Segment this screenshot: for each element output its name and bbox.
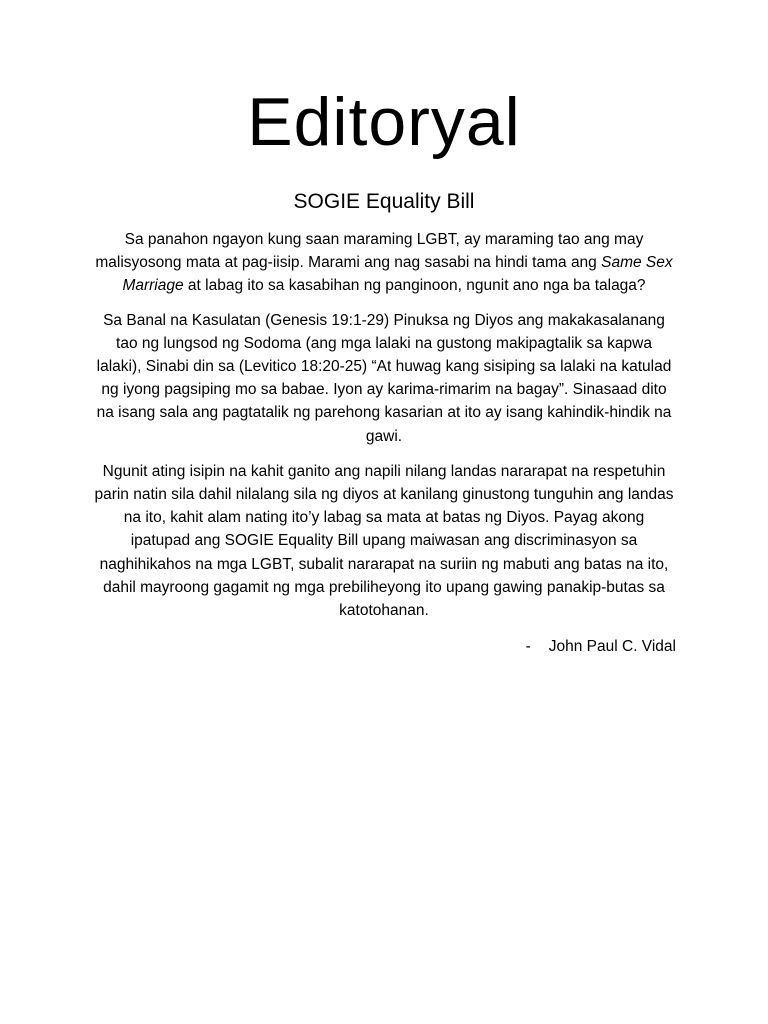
paragraph-opinion: Ngunit ating isipin na kahit ganito ang napili nilang landas nararapat na respetuhin parin natin sila dahil nilalang sila ng diyos at kanilang ginustong tunguhin ang landas na ito, kahit alam nating ito’y labag sa mata at batas ng Diyos. Payag akong ipatupad ang SOGIE Equality Bill upang maiwasan ang discriminasyon sa naghihikahos na mga LGBT, subalit nararapat na suriin ng mabuti ang batas na ito, dahil mayroong gagamit ng mga prebiliheyong ito upang gawing panakip-butas sa katotohanan. (94, 462, 674, 620)
page-title: Editoryal (247, 84, 521, 160)
author-signature (92, 635, 676, 658)
page-subtitle: SOGIE Equality Bill (293, 190, 475, 213)
signature-dash: - (525, 638, 531, 656)
paragraph-intro-emphasis: Same Sex Marriage (122, 254, 673, 295)
paragraph-scripture: Sa Banal na Kasulatan (Genesis 19:1-29) Pinuksa ng Diyos ang makakasalanang tao ng lungsod ng Sodoma (ang mga lalaki na gustong makipagtalik sa kapwa lalaki), Sinabi din sa (Levitico 18:20-25) “At huwag kang sisiping sa lalaki na katulad ng iyong pagsiping mo sa babae. Iyon ay karima-rimarim na bagay”. Sinasaad dito na isang sala ang pagtatalik ng parehong kasarian at ito ay isang kahindik-hindik na gawi. (96, 311, 672, 445)
author-name: John Paul C. Vidal (548, 638, 676, 656)
paragraph-intro (92, 228, 676, 298)
paragraph-intro-before: Sa panahon ngayon kung saan maraming LGBT, ay maraming tao ang may malisyosong mata at pag-iisip. Marami ang nag sasabi na hindi tama ang (95, 231, 644, 272)
paragraph-intro-after: at labag ito sa kasabihan ng panginoon, ngunit ano nga ba talaga? (183, 277, 646, 295)
